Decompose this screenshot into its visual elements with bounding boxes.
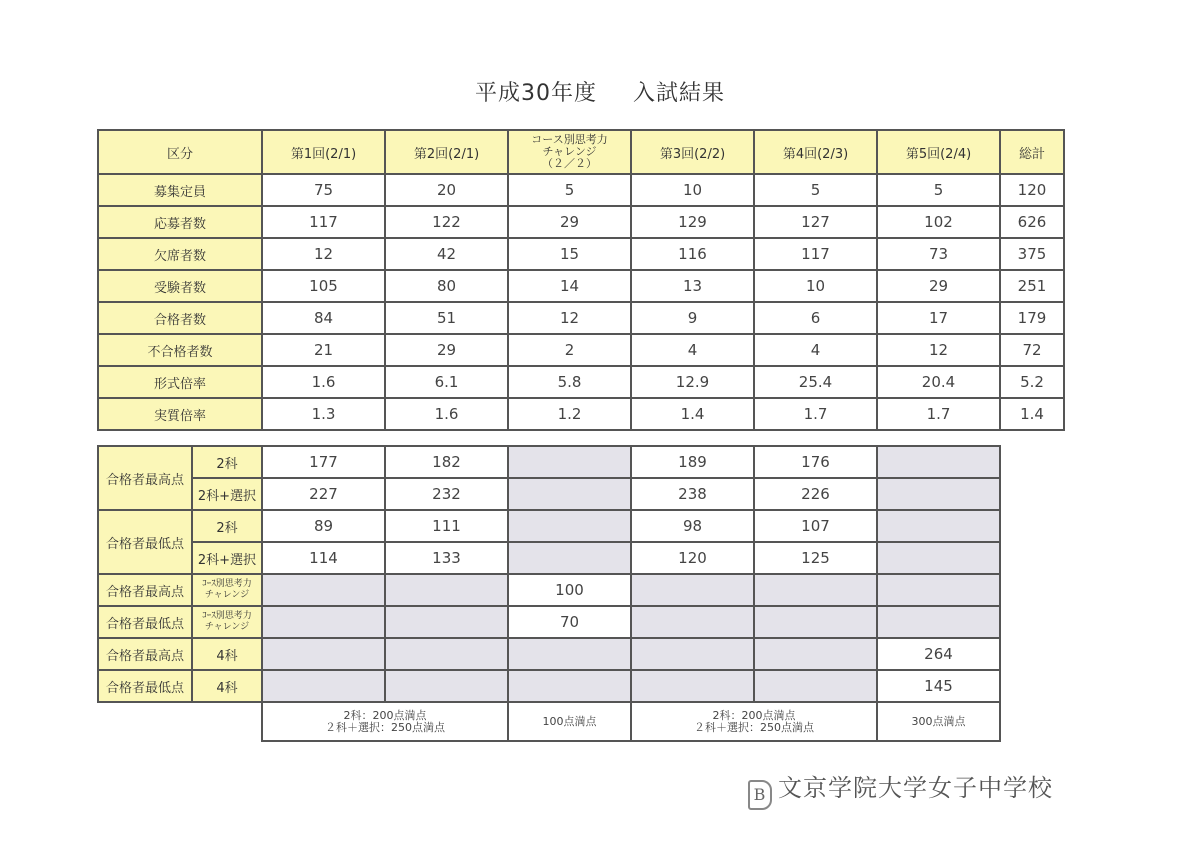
disabled-cell — [877, 510, 1000, 542]
table-cell: 89 — [262, 510, 385, 542]
disabled-cell — [385, 606, 508, 638]
table-cell: 100 — [508, 574, 631, 606]
table-row — [98, 542, 1000, 574]
header-total: 総計 — [1000, 130, 1064, 174]
school-emblem-icon: B — [748, 780, 772, 810]
row-label-low: 合格者最低点 — [98, 670, 192, 702]
table-cell: 177 — [262, 446, 385, 478]
table-cell: 375 — [1000, 238, 1064, 270]
header-course-challenge — [508, 130, 631, 174]
table-cell: 5 — [508, 174, 631, 206]
table-cell: 9 — [631, 302, 754, 334]
table-row — [98, 270, 1064, 302]
disabled-cell — [631, 670, 754, 702]
table-cell: 51 — [385, 302, 508, 334]
table-cell: 105 — [262, 270, 385, 302]
table-cell: 4 — [754, 334, 877, 366]
disabled-cell — [385, 670, 508, 702]
header-course-line: チャレンジ — [542, 145, 597, 158]
table-cell: 120 — [1000, 174, 1064, 206]
table-cell: 1.6 — [385, 398, 508, 430]
disabled-cell — [877, 478, 1000, 510]
disabled-cell — [754, 638, 877, 670]
table-cell: 10 — [754, 270, 877, 302]
table-cell: 107 — [754, 510, 877, 542]
table-cell: 5 — [754, 174, 877, 206]
table-cell: 122 — [385, 206, 508, 238]
table-row — [98, 638, 1000, 670]
table-cell: 1.7 — [877, 398, 1000, 430]
disabled-cell — [508, 542, 631, 574]
sub-label-course-line: チャレンジ — [204, 590, 250, 600]
table-cell: 117 — [754, 238, 877, 270]
header-round-4: 第4回(2/3) — [754, 130, 877, 174]
row-label: 応募者数 — [98, 206, 262, 238]
disabled-cell — [508, 510, 631, 542]
table-cell: 1.2 — [508, 398, 631, 430]
note-line: 2科：200点満点 — [712, 708, 796, 722]
table-row — [98, 478, 1000, 510]
note-b: 100点満点 — [508, 702, 631, 741]
table-cell: 232 — [385, 478, 508, 510]
table-cell: 251 — [1000, 270, 1064, 302]
table-cell: 182 — [385, 446, 508, 478]
sub-label-2ka: 2科 — [192, 446, 262, 478]
table-cell: 80 — [385, 270, 508, 302]
table-cell: 98 — [631, 510, 754, 542]
note-line: ２科＋選択：250点満点 — [325, 720, 445, 734]
table-cell: 4 — [631, 334, 754, 366]
sub-label-course — [192, 606, 262, 638]
table-cell: 102 — [877, 206, 1000, 238]
table-row — [98, 398, 1064, 430]
table-cell: 189 — [631, 446, 754, 478]
school-logo — [748, 768, 1053, 810]
table-cell: 238 — [631, 478, 754, 510]
table-cell: 117 — [262, 206, 385, 238]
table-cell: 227 — [262, 478, 385, 510]
sub-label-course-line: ｺｰｽ別思考力 — [202, 579, 252, 589]
table-cell: 5 — [877, 174, 1000, 206]
table-row — [98, 206, 1064, 238]
header-course-line: コース別思考力 — [531, 133, 608, 146]
disabled-cell — [877, 574, 1000, 606]
disabled-cell — [754, 574, 877, 606]
note-line: ２科＋選択：250点満点 — [694, 720, 814, 734]
disabled-cell — [262, 670, 385, 702]
title-year: 平成30年度 — [474, 81, 597, 106]
sub-label-course — [192, 574, 262, 606]
disabled-cell — [877, 446, 1000, 478]
disabled-cell — [631, 574, 754, 606]
header-category: 区分 — [98, 130, 262, 174]
table-cell: 14 — [508, 270, 631, 302]
table-cell: 5.2 — [1000, 366, 1064, 398]
table-cell: 1.4 — [1000, 398, 1064, 430]
table-row — [98, 334, 1064, 366]
row-label-high: 合格者最高点 — [98, 574, 192, 606]
table-cell: 1.7 — [754, 398, 877, 430]
table-row — [98, 510, 1000, 542]
table-cell: 5.8 — [508, 366, 631, 398]
table-cell: 116 — [631, 238, 754, 270]
row-label: 不合格者数 — [98, 334, 262, 366]
table-cell: 129 — [631, 206, 754, 238]
disabled-cell — [754, 670, 877, 702]
row-label: 受験者数 — [98, 270, 262, 302]
header-round-3: 第3回(2/2) — [631, 130, 754, 174]
disabled-cell — [508, 670, 631, 702]
header-round-5: 第5回(2/4) — [877, 130, 1000, 174]
note-line: 2科：200点満点 — [343, 708, 427, 722]
disabled-cell — [262, 606, 385, 638]
row-label: 募集定員 — [98, 174, 262, 206]
table-cell: 133 — [385, 542, 508, 574]
table-cell: 12 — [508, 302, 631, 334]
table-row — [98, 366, 1064, 398]
disabled-cell — [385, 638, 508, 670]
note-d: 300点満点 — [877, 702, 1000, 741]
table-cell: 25.4 — [754, 366, 877, 398]
table-cell: 1.6 — [262, 366, 385, 398]
table-cell: 20.4 — [877, 366, 1000, 398]
table-cell: 6.1 — [385, 366, 508, 398]
sub-label-course-line: チャレンジ — [204, 622, 250, 632]
table-cell: 29 — [508, 206, 631, 238]
table-cell: 145 — [877, 670, 1000, 702]
table-row — [98, 574, 1000, 606]
note-c — [631, 702, 877, 741]
sub-label-2ka-sentaku: 2科+選択 — [192, 542, 262, 574]
table-cell: 226 — [754, 478, 877, 510]
table-row — [98, 670, 1000, 702]
results-table-body — [98, 174, 1064, 430]
header-round-2: 第2回(2/1) — [385, 130, 508, 174]
notes-spacer — [98, 702, 262, 741]
table-cell: 120 — [631, 542, 754, 574]
table-cell: 626 — [1000, 206, 1064, 238]
row-label-low: 合格者最低点 — [98, 510, 192, 574]
disabled-cell — [385, 574, 508, 606]
title-subject: 入試結果 — [632, 81, 725, 106]
table-cell: 29 — [877, 270, 1000, 302]
disabled-cell — [877, 542, 1000, 574]
table-cell: 12 — [262, 238, 385, 270]
row-label-high: 合格者最高点 — [98, 446, 192, 510]
table-cell: 17 — [877, 302, 1000, 334]
table-cell: 20 — [385, 174, 508, 206]
sub-label-2ka-sentaku: 2科+選択 — [192, 478, 262, 510]
table-row — [98, 446, 1000, 478]
table-cell: 70 — [508, 606, 631, 638]
disabled-cell — [508, 638, 631, 670]
row-label: 実質倍率 — [98, 398, 262, 430]
disabled-cell — [631, 638, 754, 670]
table-cell: 10 — [631, 174, 754, 206]
school-name: 文京学院大学女子中学校 — [778, 774, 1053, 802]
disabled-cell — [508, 446, 631, 478]
table-cell: 12.9 — [631, 366, 754, 398]
sub-label-4ka: 4科 — [192, 670, 262, 702]
table-cell: 179 — [1000, 302, 1064, 334]
table-cell: 75 — [262, 174, 385, 206]
row-label: 形式倍率 — [98, 366, 262, 398]
table-cell: 114 — [262, 542, 385, 574]
table-cell: 127 — [754, 206, 877, 238]
table-cell: 6 — [754, 302, 877, 334]
table-row — [98, 174, 1064, 206]
disabled-cell — [262, 638, 385, 670]
table-row — [98, 238, 1064, 270]
table-cell: 21 — [262, 334, 385, 366]
sub-label-2ka: 2科 — [192, 510, 262, 542]
table-cell: 73 — [877, 238, 1000, 270]
notes-row — [98, 702, 1000, 741]
disabled-cell — [631, 606, 754, 638]
table-cell: 13 — [631, 270, 754, 302]
table-cell: 125 — [754, 542, 877, 574]
row-label-low: 合格者最低点 — [98, 606, 192, 638]
table-cell: 111 — [385, 510, 508, 542]
table-header-row — [98, 130, 1064, 174]
sub-label-course-line: ｺｰｽ別思考力 — [202, 611, 252, 621]
table-cell: 72 — [1000, 334, 1064, 366]
table-cell: 1.3 — [262, 398, 385, 430]
table-cell: 15 — [508, 238, 631, 270]
scores-table — [97, 445, 1001, 742]
disabled-cell — [754, 606, 877, 638]
disabled-cell — [262, 574, 385, 606]
row-label-high: 合格者最高点 — [98, 638, 192, 670]
header-course-line: （２／２） — [542, 157, 597, 170]
table-row — [98, 606, 1000, 638]
table-cell: 84 — [262, 302, 385, 334]
header-round-1: 第1回(2/1) — [262, 130, 385, 174]
disabled-cell — [877, 606, 1000, 638]
row-label: 合格者数 — [98, 302, 262, 334]
disabled-cell — [508, 478, 631, 510]
table-cell: 1.4 — [631, 398, 754, 430]
table-cell: 12 — [877, 334, 1000, 366]
results-table — [97, 129, 1065, 431]
page-title — [0, 76, 1200, 107]
table-cell: 264 — [877, 638, 1000, 670]
table-cell: 2 — [508, 334, 631, 366]
table-row — [98, 302, 1064, 334]
table-cell: 29 — [385, 334, 508, 366]
table-cell: 176 — [754, 446, 877, 478]
note-a — [262, 702, 508, 741]
sub-label-4ka: 4科 — [192, 638, 262, 670]
row-label: 欠席者数 — [98, 238, 262, 270]
table-cell: 42 — [385, 238, 508, 270]
